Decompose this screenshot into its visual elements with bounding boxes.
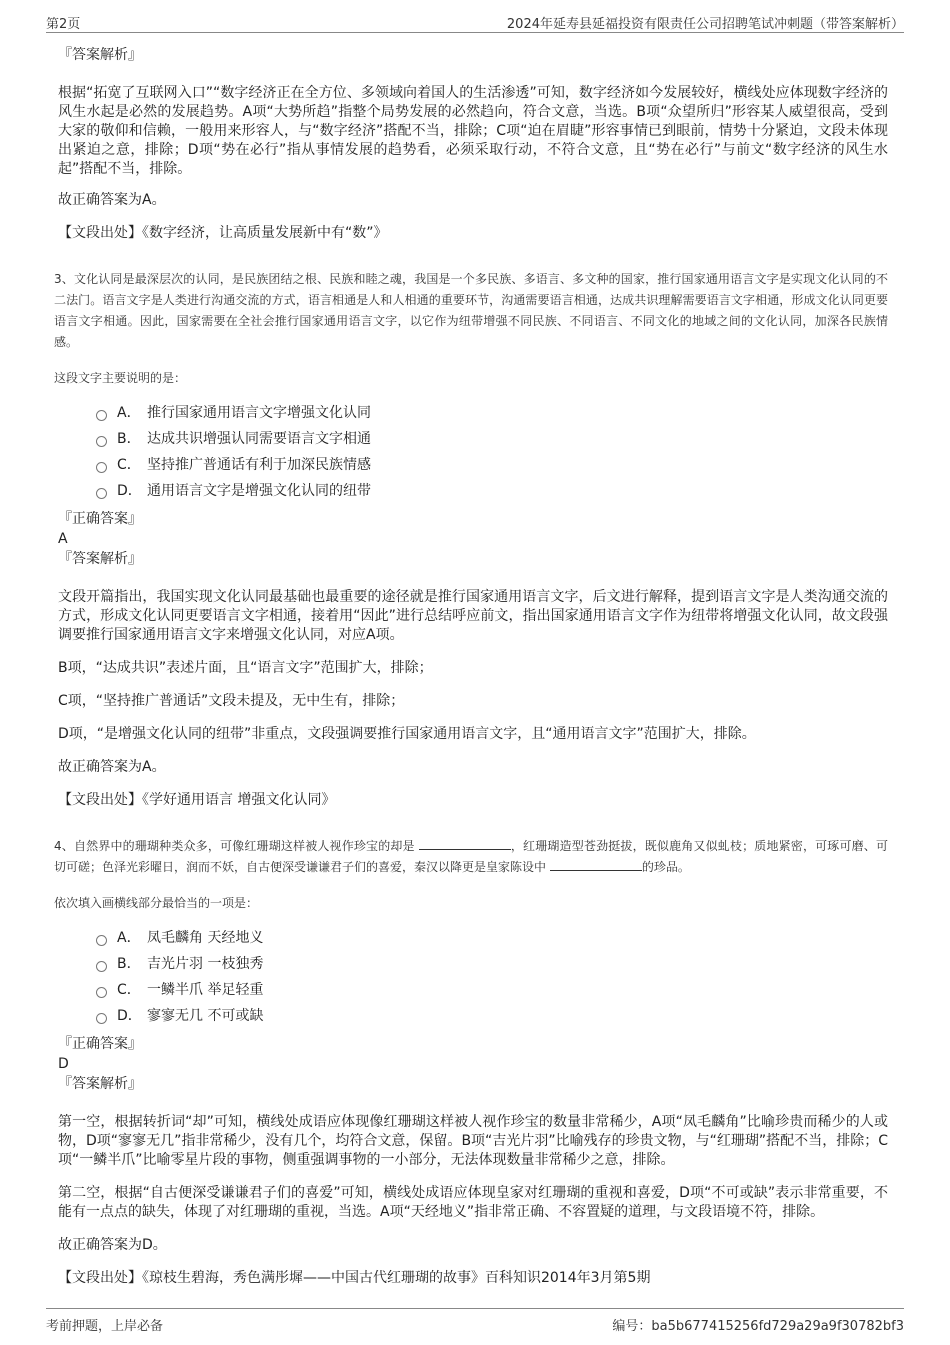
correct-answer: D [58,1056,69,1072]
source-citation: 【文段出处】《琼枝生碧海，秀色满彤墀——中国古代红珊瑚的故事》百科知识2014年3月第5期 [58,1270,651,1286]
explanation-paragraph: C项，“坚持推广普通话”文段未提及，无中生有，排除； [58,693,405,709]
source-citation: 【文段出处】《数字经济，让高质量发展新中有“数”》 [58,225,388,241]
radio-button-icon[interactable] [96,436,107,447]
explanation-paragraph: 根据“拓宽了互联网入口”“数字经济正在全方位、多领域向着国人的生活渗透”可知，数字经济如今发展较好，横线处应体现数字经济的风生水起是必然的发展趋势。A项“大势所趋”指整个局势发展的必然趋向，符合文意，当选。B项“众望所归”形容某人威望很高，受到大家的敬仰和信赖，一般用来形容人，与“数字经济”搭配不当，排除；C项“迫在眉睫”形容事情已到眼前，情势十分紧迫，文段未体现出紧迫之意，排除；D项“势在必行”指从事情发展的趋势看，必须采取行动，不符合文意，且“势在必行”与前文“数字经济的风生水起”搭配不当，排除。 [58,85,888,177]
question-prompt: 依次填入画横线部分最恰当的一项是： [54,896,259,910]
radio-button-icon[interactable] [96,462,107,473]
option-b[interactable]: B． 达成共识增强认同需要语言文字相通 [96,426,888,452]
explanation-heading: 『答案解析』 [58,1076,142,1092]
option-d[interactable]: D． 通用语言文字是增强文化认同的纽带 [96,478,888,504]
answer-options [96,400,888,504]
explanation-paragraph: 第二空，根据“自古便深受谦谦君子们的喜爱”可知，横线处成语应体现皇家对红珊瑚的重视和喜爱，D项“不可或缺”表示非常重要，不能有一点点的缺失，体现了对红珊瑚的重视，当选。A项“天经地义”指非常正确、不容置疑的道理，与文段语境不符，排除。 [58,1185,888,1220]
question-text: 3、文化认同是最深层次的认同，是民族团结之根、民族和睦之魂，我国是一个多民族、多语言、多文种的国家，推行国家通用语言文字是实现文化认同的不二法门。语言文字是人类进行沟通交流的方式，语言相通是人和人相通的重要环节，沟通需要语言相通，达成共识理解需要语言文字相通，形成文化认同更要语言文字相通。因此，国家需要在全社会推行国家通用语言文字，以它作为纽带增强不同民族、不同语言、不同文化的地域之间的文化认同，加深各民族情感。 [54,272,888,349]
question-prompt: 这段文字主要说明的是： [54,371,187,385]
fill-blank [550,858,642,871]
radio-button-icon[interactable] [96,488,107,499]
option-a[interactable]: A． 凤毛麟角 天经地义 [96,925,888,951]
explanation-paragraph: 第一空，根据转折词“却”可知，横线处成语应体现像红珊瑚这样被人视作珍宝的数量非常稀少，A项“凤毛麟角”比喻珍贵而稀少的人或物，D项“寥寥无几”指非常稀少，没有几个，均符合文意，保留。B项“吉光片羽”比喻残存的珍贵文物，与“红珊瑚”搭配不当，排除；C项“一鳞半爪”比喻零星片段的事物，侧重强调事物的一小部分，无法体现数量非常稀少之意，排除。 [58,1114,888,1168]
question-3 [54,269,888,810]
correct-answer-heading: 『正确答案』 [58,1036,142,1052]
question-4 [54,836,888,1288]
explanation-conclusion: 故正确答案为A。 [58,192,166,208]
radio-button-icon[interactable] [96,935,107,946]
page-number: 第2页 [46,17,81,32]
page-footer [46,1308,904,1339]
footer-slogan: 考前押题，上岸必备 [46,1319,164,1334]
document-body [54,46,888,1314]
correct-answer: A [58,531,68,547]
explanation-heading: 『答案解析』 [58,47,142,63]
option-c[interactable]: C． 坚持推广普通话有利于加深民族情感 [96,452,888,478]
source-citation: 【文段出处】《学好通用语言 增强文化认同》 [58,792,336,808]
option-c[interactable]: C． 一鳞半爪 举足轻重 [96,977,888,1003]
explanation-paragraph: D项，“是增强文化认同的纽带”非重点，文段强调要推行国家通用语言文字，且“通用语言文字”范围扩大，排除。 [58,726,756,742]
option-b[interactable]: B． 吉光片羽 一枝独秀 [96,951,888,977]
explanation-conclusion: 故正确答案为D。 [58,1237,167,1253]
question-text: 4、自然界中的珊瑚种类众多，可像红珊瑚这样被人视作珍宝的却是 ，红珊瑚造型苍劲挺拔，既似鹿角又似虬枝；质地紧密，可琢可磨、可切可磋；色泽光彩曜日，润而不妖，自古便深受谦谦君子们的喜爱，秦汉以降更是皇家陈设中 的珍品。 [54,839,888,874]
explanation-paragraph: B项，“达成共识”表述片面，且“语言文字”范围扩大，排除； [58,660,433,676]
fill-blank [419,837,511,850]
explanation-conclusion: 故正确答案为A。 [58,759,166,775]
correct-answer-heading: 『正确答案』 [58,511,142,527]
explanation-heading: 『答案解析』 [58,551,142,567]
radio-button-icon[interactable] [96,987,107,998]
radio-button-icon[interactable] [96,410,107,421]
radio-button-icon[interactable] [96,1013,107,1024]
radio-button-icon[interactable] [96,961,107,972]
option-d[interactable]: D． 寥寥无几 不可或缺 [96,1003,888,1029]
option-a[interactable]: A． 推行国家通用语言文字增强文化认同 [96,400,888,426]
page-header [46,10,904,33]
answer-options [96,925,888,1029]
document-title: 2024年延寿县延福投资有限责任公司招聘笔试冲刺题（带答案解析） [506,17,904,32]
document-code: 编号：ba5b677415256fd729a29a9f30782bf3 [612,1319,904,1334]
explanation-paragraph: 文段开篇指出，我国实现文化认同最基础也最重要的途径就是推行国家通用语言文字，后文进行解释，提到语言文字是人类沟通交流的方式，形成文化认同更要语言文字相通，接着用“因此”进行总结呼应前文，指出国家通用语言文字作为纽带将增强文化认同，故文段强调要推行国家通用语言文字来增强文化认同，对应A项。 [58,589,888,643]
